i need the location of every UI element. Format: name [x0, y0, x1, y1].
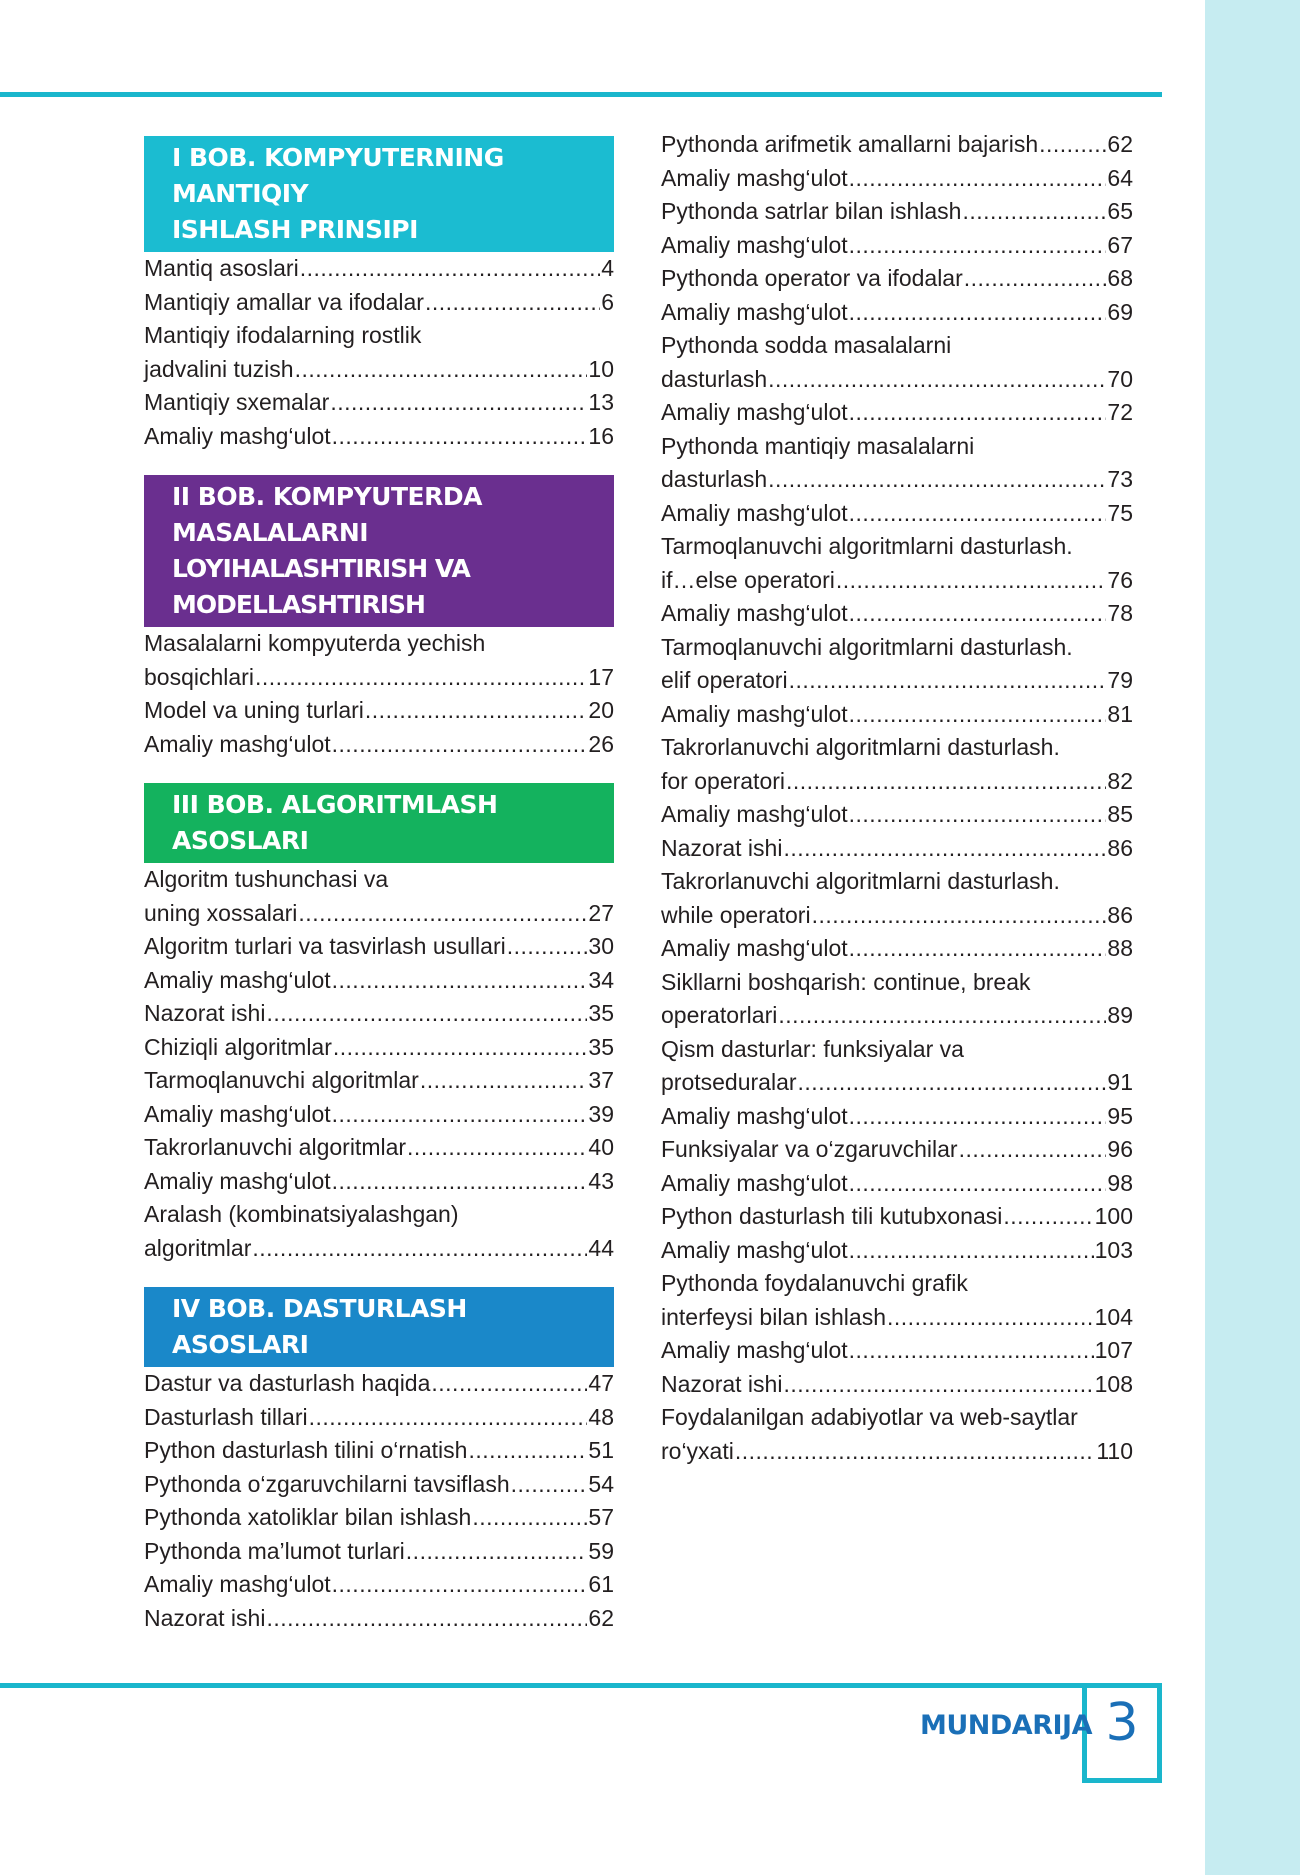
toc-entry[interactable] [661, 698, 1133, 732]
toc-entry[interactable] [661, 731, 1133, 798]
toc-entry[interactable] [144, 930, 614, 964]
toc-entry-title-line: Takrorlanuvchi algoritmlarni dasturlash. [661, 734, 1060, 760]
toc-entry[interactable] [661, 1100, 1133, 1134]
dot-leader [789, 664, 1107, 698]
toc-entry-page: 26 [588, 730, 614, 757]
toc-entry-page: 34 [588, 966, 614, 993]
toc-entry-title: Amaliy mashg‘ulot [661, 700, 848, 727]
toc-entry-title: Nazorat ishi [661, 1370, 783, 1397]
toc-entry-title: Amaliy mashg‘ulot [144, 1100, 331, 1127]
toc-entry-title: bosqichlari [144, 663, 254, 690]
chapter-3-entries [144, 863, 614, 1265]
toc-entry-title: algoritmlar [144, 1234, 252, 1261]
dot-leader [783, 1368, 1093, 1402]
dot-leader [309, 1401, 588, 1435]
dot-leader [332, 728, 588, 762]
side-strip [1205, 0, 1300, 1875]
toc-entry-title: jadvalini tuzish [144, 355, 294, 382]
chapter-4-entries [144, 1367, 614, 1635]
toc-entry[interactable] [144, 863, 614, 930]
toc-entry[interactable] [144, 319, 614, 386]
dot-leader [332, 1568, 588, 1602]
toc-entry-page: 54 [588, 1470, 614, 1497]
toc-entry-page: 57 [588, 1504, 614, 1530]
dot-leader [768, 463, 1106, 497]
toc-entry-title-line: Pythonda mantiqiy masalalarni [661, 432, 975, 459]
toc-entry-page: 96 [1107, 1136, 1133, 1162]
dot-leader [964, 262, 1107, 296]
dot-leader [252, 1232, 587, 1266]
toc-entry-page: 59 [588, 1537, 614, 1564]
toc-entry-title: Amaliy mashg‘ulot [144, 730, 331, 757]
toc-entry[interactable] [661, 1133, 1133, 1167]
dot-leader [407, 1131, 587, 1165]
dot-leader [365, 694, 588, 728]
toc-entry-page: 76 [1107, 566, 1133, 593]
toc-entry-page: 78 [1107, 600, 1133, 626]
toc-entry-page: 73 [1107, 466, 1133, 492]
toc-entry[interactable] [661, 530, 1133, 597]
chapter-2-heading [144, 475, 614, 627]
toc-entry[interactable] [661, 1200, 1133, 1234]
toc-entry[interactable] [144, 1401, 614, 1435]
toc-entry[interactable] [661, 296, 1133, 330]
toc-entry-title-line: Aralash (kombinatsiyalashgan) [144, 1201, 459, 1227]
toc-entry-title-line: Takrorlanuvchi algoritmlarni dasturlash. [661, 868, 1060, 894]
toc-entry-page: 108 [1094, 1370, 1133, 1397]
dot-leader [330, 386, 587, 420]
toc-entry[interactable] [144, 997, 614, 1031]
toc-entry-page: 70 [1107, 365, 1133, 392]
toc-entry-page: 85 [1107, 801, 1133, 827]
toc-entry-title: Pythonda operator va ifodalar [661, 265, 963, 291]
toc-entry-page: 61 [588, 1571, 614, 1597]
toc-entry-page: 68 [1107, 265, 1133, 291]
dot-leader [959, 1133, 1107, 1167]
toc-entry-title: Amaliy mashg‘ulot [661, 231, 848, 258]
toc-entry-title: while operatori [661, 901, 811, 928]
toc-entry[interactable] [144, 964, 614, 998]
dot-leader [1039, 128, 1106, 162]
toc-entry-page: 100 [1094, 1203, 1133, 1229]
dot-leader [849, 1167, 1107, 1201]
dot-leader [1003, 1200, 1093, 1234]
dot-leader [887, 1301, 1094, 1335]
toc-entry-page: 62 [1107, 131, 1133, 157]
dot-leader [431, 1367, 587, 1401]
toc-entry-page: 30 [588, 933, 614, 959]
toc-entry-page: 69 [1107, 298, 1133, 325]
toc-entry[interactable] [661, 932, 1133, 966]
toc-entry-title: Nazorat ishi [661, 834, 783, 861]
toc-right-column [661, 128, 1133, 1468]
toc-entry-page: 86 [1107, 834, 1133, 861]
dot-leader [768, 363, 1106, 397]
dot-leader [849, 932, 1107, 966]
dot-leader [849, 798, 1107, 832]
toc-entry[interactable] [144, 1064, 614, 1098]
toc-entry-title: Chiziqli algoritmlar [144, 1033, 332, 1060]
toc-entry-page: 64 [1107, 164, 1133, 191]
toc-entry-title: Mantiq asoslari [144, 255, 299, 281]
dot-leader [962, 195, 1106, 229]
toc-entry-page: 35 [588, 1000, 614, 1026]
toc-entry-title: Amaliy mashg‘ulot [661, 1236, 848, 1263]
toc-entry-title: Pythonda arifmetik amallarni bajarish [661, 131, 1039, 157]
toc-entry-page: 47 [588, 1370, 614, 1396]
toc-entry[interactable] [661, 1334, 1133, 1368]
toc-entry[interactable] [144, 1198, 614, 1265]
toc-entry-page: 27 [588, 899, 614, 926]
toc-entry-title: Amaliy mashg‘ulot [661, 298, 848, 325]
toc-entry-title: Amaliy mashg‘ulot [144, 422, 331, 449]
toc-entry[interactable] [144, 420, 614, 454]
toc-entry-title: Mantiqiy sxemalar [144, 389, 330, 415]
toc-entry-title: Python dasturlash tili kutubxonasi [661, 1203, 1003, 1229]
toc-entry[interactable] [144, 1568, 614, 1602]
toc-entry-title: Amaliy mashg‘ulot [661, 499, 848, 526]
toc-entry-page: 17 [588, 663, 614, 690]
dot-leader [849, 1100, 1107, 1134]
toc-entry-page: 86 [1107, 901, 1133, 928]
toc-entry[interactable] [144, 1367, 614, 1401]
toc-entry[interactable] [661, 128, 1133, 162]
toc-entry-title-line: Tarmoqlanuvchi algoritmlarni dasturlash. [661, 533, 1073, 559]
toc-left-column [144, 130, 614, 1635]
toc-entry[interactable] [144, 1535, 614, 1569]
dot-leader [812, 899, 1107, 933]
dot-leader [332, 1165, 588, 1199]
dot-leader [295, 353, 588, 387]
toc-entry[interactable] [661, 195, 1133, 229]
toc-entry[interactable] [144, 728, 614, 762]
chapter-2-title-line1: II BOB. KOMPYUTERDA MASALALARNI [172, 482, 482, 547]
toc-entry[interactable] [661, 1167, 1133, 1201]
toc-entry-page: 91 [1107, 1069, 1133, 1095]
toc-entry-page: 65 [1107, 198, 1133, 224]
toc-entry-page: 44 [588, 1234, 614, 1261]
dot-leader [849, 162, 1107, 196]
chapter-4-heading [144, 1287, 614, 1367]
dot-leader [849, 698, 1107, 732]
dot-leader [266, 997, 587, 1031]
toc-entry-title-line: Qism dasturlar: funksiyalar va [661, 1035, 964, 1062]
dot-leader [849, 296, 1107, 330]
toc-entry-title: Pythonda xatoliklar bilan ishlash [144, 1504, 472, 1530]
toc-entry-title-line: Tarmoqlanuvchi algoritmlarni dasturlash. [661, 633, 1073, 660]
toc-entry-title: Takrorlanuvchi algoritmlar [144, 1134, 407, 1160]
toc-entry[interactable] [661, 1234, 1133, 1268]
chapter-1-entries [144, 252, 614, 453]
toc-entry[interactable] [144, 1602, 614, 1636]
toc-entry-title: operatorlari [661, 1002, 778, 1028]
toc-entry-title: uning xossalari [144, 899, 298, 926]
dot-leader [420, 1064, 588, 1098]
toc-entry-title: interfeysi bilan ishlash [661, 1303, 887, 1330]
toc-entry-title: Nazorat ishi [144, 1604, 266, 1631]
toc-entry-page: 13 [588, 389, 614, 415]
toc-entry[interactable] [661, 865, 1133, 932]
toc-entry-title: Pythonda ma’lumot turlari [144, 1537, 405, 1564]
toc-entry-title: elif operatori [661, 667, 788, 693]
toc-entry-title: Amaliy mashg‘ulot [661, 600, 848, 626]
toc-entry-title: Dasturlash tillari [144, 1403, 308, 1430]
toc-entry-page: 43 [588, 1167, 614, 1194]
toc-entry[interactable] [661, 262, 1133, 296]
toc-entry-title: Python dasturlash tilini o‘rnatish [144, 1437, 468, 1463]
toc-entry-page: 6 [601, 288, 614, 315]
chapter-1-heading [144, 136, 614, 252]
toc-entry-page: 107 [1094, 1337, 1133, 1363]
toc-entry-title: Amaliy mashg‘ulot [661, 164, 848, 191]
toc-entry-title: for operatori [661, 767, 786, 794]
toc-entry[interactable] [661, 1368, 1133, 1402]
chapter-2-title-line2: LOYIHALASHTIRISH VA MODELLASHTIRISH [172, 554, 470, 619]
toc-entry-title: Model va uning turlari [144, 697, 364, 723]
toc-entry-title-line: Pythonda sodda masalalarni [661, 332, 952, 358]
toc-entry-title: Amaliy mashg‘ulot [661, 1337, 848, 1363]
toc-entry-title-line: Mantiqiy ifodalarning rostlik [144, 322, 422, 348]
chapter-4-title: IV BOB. DASTURLASH ASOSLARI [172, 1294, 467, 1359]
dot-leader [849, 229, 1107, 263]
dot-leader [266, 1602, 587, 1636]
toc-entry-title: Pythonda satrlar bilan ishlash [661, 198, 962, 224]
toc-entry-title: protseduralar [661, 1069, 797, 1095]
toc-entry[interactable] [144, 694, 614, 728]
toc-entry[interactable] [661, 1033, 1133, 1100]
chapter-1-title-line1: I BOB. KOMPYUTERNING MANTIQIY [172, 143, 504, 208]
toc-entry-title: Mantiqiy amallar va ifodalar [144, 288, 424, 315]
dot-leader [468, 1434, 587, 1468]
toc-entry-page: 95 [1107, 1102, 1133, 1129]
toc-entry[interactable] [661, 597, 1133, 631]
toc-entry-title: dasturlash [661, 466, 768, 492]
toc-entry-title: Amaliy mashg‘ulot [661, 935, 848, 961]
dot-leader [849, 396, 1107, 430]
chapter-2-entries [144, 627, 614, 761]
dot-leader [332, 420, 588, 454]
toc-entry[interactable] [144, 1131, 614, 1165]
dot-leader [511, 1468, 588, 1502]
toc-entry-page: 67 [1107, 231, 1133, 258]
toc-entry-title-line: Masalalarni kompyuterda yechish [144, 630, 486, 656]
toc-entry-page: 51 [588, 1437, 614, 1463]
dot-leader [849, 1234, 1094, 1268]
chapter-3-title: III BOB. ALGORITMLASH ASOSLARI [172, 790, 498, 855]
toc-entry-page: 98 [1107, 1169, 1133, 1196]
toc-entry-title: Amaliy mashg‘ulot [144, 1571, 331, 1597]
toc-entry-page: 48 [588, 1403, 614, 1430]
toc-entry[interactable] [661, 497, 1133, 531]
footer-label: MUNDARIJA [920, 1710, 1092, 1741]
bottom-rule [0, 1683, 1162, 1688]
chapter-1-title-line2: ISHLASH PRINSIPI [172, 215, 418, 244]
toc-entry-page: 20 [588, 697, 614, 723]
toc-entry-title: Amaliy mashg‘ulot [661, 1169, 848, 1196]
toc-entry[interactable] [144, 252, 614, 286]
dot-leader [849, 1334, 1094, 1368]
dot-leader [333, 1031, 588, 1065]
toc-entry-page: 40 [588, 1134, 614, 1160]
toc-entry-title-line: Sikllarni boshqarish: continue, break [661, 968, 1031, 995]
dot-leader [507, 930, 588, 964]
toc-entry[interactable] [144, 1031, 614, 1065]
toc-entry[interactable] [144, 1501, 614, 1535]
dot-leader [298, 897, 587, 931]
toc-entry-page: 81 [1107, 700, 1133, 727]
toc-entry-title-line: Algoritm tushunchasi va [144, 866, 389, 892]
toc-entry[interactable] [661, 832, 1133, 866]
toc-entry-page: 79 [1107, 667, 1133, 693]
dot-leader [836, 564, 1107, 598]
dot-leader [332, 1098, 588, 1132]
dot-leader [783, 832, 1106, 866]
toc-entry-page: 35 [588, 1033, 614, 1060]
toc-entry-title: Funksiyalar va o‘zgaruvchilar [661, 1136, 958, 1162]
toc-entry[interactable] [661, 1267, 1133, 1334]
chapter-3-heading [144, 783, 614, 863]
toc-entry-title: Algoritm turlari va tasvirlash usullari [144, 933, 506, 959]
toc-entry[interactable] [144, 627, 614, 694]
toc-entry-title: Tarmoqlanuvchi algoritmlar [144, 1067, 419, 1093]
dot-leader [849, 497, 1107, 531]
toc-entry[interactable] [661, 966, 1133, 1033]
toc-entry[interactable] [661, 329, 1133, 396]
toc-entry[interactable] [144, 386, 614, 420]
toc-entry-page: 10 [588, 355, 614, 382]
toc-entry-page: 104 [1094, 1303, 1133, 1330]
toc-entry-page: 62 [588, 1604, 614, 1631]
toc-entry-title: Amaliy mashg‘ulot [661, 801, 848, 827]
toc-entry-title: Amaliy mashg‘ulot [144, 1167, 331, 1194]
toc-entry-title-line: Foydalanilgan adabiyotlar va web-saytlar [661, 1404, 1078, 1430]
toc-entry-title-line: Pythonda foydalanuvchi grafik [661, 1270, 968, 1296]
top-rule [0, 92, 1162, 97]
dot-leader [406, 1535, 588, 1569]
toc-entry-page: 89 [1107, 1002, 1133, 1028]
toc-entry-page: 37 [588, 1067, 614, 1093]
toc-entry-page: 110 [1096, 1437, 1133, 1464]
toc-entry-title: ro‘yxati [661, 1437, 734, 1464]
dot-leader [300, 252, 601, 286]
toc-entry[interactable] [144, 1165, 614, 1199]
toc-entry-page: 88 [1107, 935, 1133, 961]
toc-entry[interactable] [661, 798, 1133, 832]
toc-entry-page: 103 [1094, 1236, 1133, 1263]
toc-entry[interactable] [661, 162, 1133, 196]
toc-entry[interactable] [144, 1468, 614, 1502]
toc-entry-page: 72 [1107, 399, 1133, 425]
toc-entry[interactable] [144, 1098, 614, 1132]
toc-entry-title: Pythonda o‘zgaruvchilarni tavsiflash [144, 1470, 510, 1497]
dot-leader [332, 964, 588, 998]
toc-entry-title: dasturlash [661, 365, 768, 392]
dot-leader [849, 597, 1107, 631]
toc-entry[interactable] [661, 430, 1133, 497]
toc-entry[interactable] [661, 631, 1133, 698]
dot-leader [786, 765, 1106, 799]
toc-entry-page: 82 [1107, 767, 1133, 794]
dot-leader [425, 286, 600, 320]
toc-entry-title: if…else operatori [661, 566, 835, 593]
toc-entry[interactable] [661, 1401, 1133, 1468]
toc-entry-page: 39 [588, 1100, 614, 1127]
dot-leader [778, 999, 1106, 1033]
toc-entry[interactable] [144, 1434, 614, 1468]
toc-entry-page: 16 [588, 422, 614, 449]
dot-leader [255, 661, 587, 695]
dot-leader [472, 1501, 587, 1535]
dot-leader [798, 1066, 1107, 1100]
toc-entry[interactable] [661, 229, 1133, 263]
toc-entry-page: 75 [1107, 499, 1133, 526]
toc-entry[interactable] [144, 286, 614, 320]
toc-entry-title: Nazorat ishi [144, 1000, 266, 1026]
toc-entry-title: Amaliy mashg‘ulot [144, 966, 331, 993]
toc-entry-title: Amaliy mashg‘ulot [661, 1102, 848, 1129]
toc-entry-page: 4 [601, 255, 614, 281]
toc-entry[interactable] [661, 396, 1133, 430]
toc-entry-title: Amaliy mashg‘ulot [661, 399, 848, 425]
page-number: 3 [1105, 1693, 1139, 1753]
toc-entry-title: Dastur va dasturlash haqida [144, 1370, 431, 1396]
dot-leader [735, 1435, 1095, 1469]
